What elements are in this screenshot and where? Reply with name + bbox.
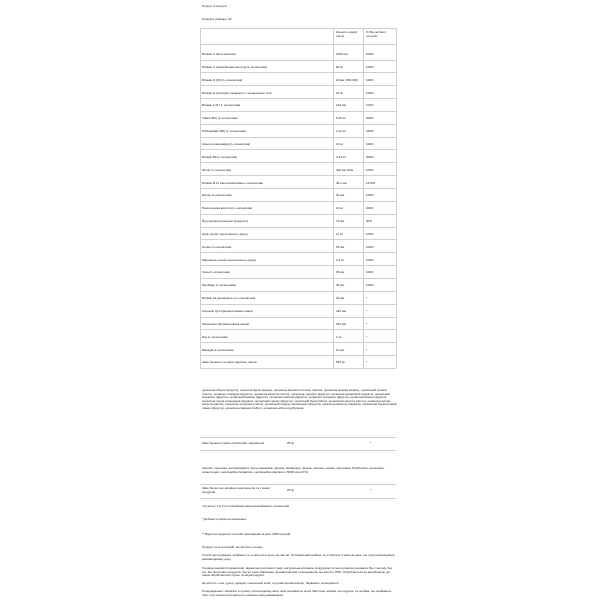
- table-row-name: Ніацин (ніацинамід) (L-селенітова): [202, 141, 251, 146]
- table-row-dv: *: [366, 360, 368, 365]
- row-divider: [200, 201, 396, 202]
- table-row-name: Вітамін С (аскорбінова кислота) (L-селенітова): [202, 64, 267, 69]
- table-row-amount: 10 мг: [336, 206, 344, 211]
- row-divider: [200, 72, 396, 73]
- row-divider: [200, 98, 396, 99]
- column-divider: [333, 28, 334, 368]
- row-divider: [200, 227, 396, 228]
- row-divider: [200, 44, 396, 45]
- table-row-dv: 100%: [366, 283, 374, 288]
- probiotic-row-name: Змiш брокколі суміш пробіотиків і ферментів: [202, 441, 265, 445]
- row-divider: [200, 304, 396, 305]
- column-divider: [200, 28, 201, 368]
- table-row-dv: *: [366, 309, 368, 313]
- table-row-dv: 100%: [366, 193, 374, 198]
- table-row-dv: 100%: [366, 141, 374, 146]
- table-row-dv: 100%: [366, 257, 374, 262]
- table-row-name: Пантотенова кислота (L-селенітова): [202, 206, 253, 211]
- table-row-dv: 100%: [366, 77, 374, 82]
- footnote-undefined-dv: * Добова потреба не визначена.: [202, 517, 247, 521]
- probiotic-row-dv: *: [370, 441, 372, 445]
- note-other-ingredients: Толивна ранкові (гіпромелоза), відновлені рослинні (гуар), натуральна крохмаль (кукурудза) та інші органічні речовини. Без глютену, без сої, без молочних продуктів, без штучних барвників, ароматизаторів і консервантів. Не містить ГМО. Обробляється на виробництві, де також обробляються горіхи та морепродукти.: [202, 566, 393, 578]
- table-row-name: Цинк (хелат нерозчинного цинку): [202, 231, 248, 236]
- table-row-name: Рибофлавін (В2) (L-селенітова): [202, 129, 246, 134]
- table-row-dv: 100%: [366, 244, 374, 249]
- table-row-dv: 200%: [366, 154, 374, 159]
- row-divider: [200, 149, 396, 150]
- table-row-name: Фолат (L-селенітова): [202, 167, 232, 172]
- table-row-dv: 200%: [366, 206, 374, 211]
- row-divider: [200, 355, 396, 356]
- table-row-amount: 3.13 мг: [336, 129, 346, 134]
- table-row-amount: 1 мг: [336, 334, 342, 339]
- column-divider: [363, 28, 364, 368]
- note-does-not-contain: Не містить: сою, цукор, дріжджі, пшеничний клей, штучний ароматизатор, барвники і консерванти.: [202, 581, 340, 585]
- row-divider: [200, 291, 396, 292]
- table-row-name: Вітамін К2 (менахінон -4 L-селенітова): [202, 296, 256, 301]
- table-row-name: Змiш брокколі та суміш фруктів і овочів: [202, 360, 257, 365]
- table-row-name: Марганець (хелат нерозчинного цинку): [202, 257, 257, 262]
- table-row-amount: 545 мг: [336, 360, 345, 365]
- table-row-amount: 16 мг: [336, 141, 344, 146]
- row-divider: [200, 329, 396, 330]
- column-header-daily-value: % Від добової потреби: [366, 30, 386, 38]
- row-divider: [200, 111, 396, 112]
- table-row-amount: 11 мг: [336, 231, 344, 236]
- table-row-name: Вітамін К (К1 її, селенітова): [202, 103, 241, 108]
- complex-row-amount: 25 мг: [287, 488, 295, 492]
- row-divider: [200, 175, 396, 176]
- table-row-amount: 250 мкг: [336, 321, 347, 326]
- row-divider: [200, 342, 396, 343]
- row-divider: [200, 214, 396, 215]
- table-row-name: Ванадій (L-селенітова): [202, 347, 234, 352]
- row-divider: [200, 484, 396, 485]
- table-row-dv: 100%: [366, 270, 374, 275]
- serving-size: Порція: 4 капсули: [202, 4, 227, 8]
- row-divider: [200, 137, 396, 138]
- column-divider: [396, 28, 397, 368]
- table-row-dv: 240%: [366, 129, 374, 134]
- table-row-amount: 25 мкг: [336, 296, 345, 301]
- footnote-calorie-basis: ** Відсоток щоденної потреби заснований на дієті 2000 калорій: [202, 532, 291, 536]
- probiotic-ingredients-paragraph: Амилаз, протеаза, антиоксиданти, бета-глюканаза, ціклаза, бромелаїн, фітаза, лактаза, папаїн, пектиназа. Пробіотики: колоніоїди, галактозиди, Lactobacillus bulgaricus, Lactobacillus plantarum (5000 млн КУО).: [202, 466, 385, 474]
- row-divider: [200, 278, 396, 279]
- row-divider: [200, 28, 396, 29]
- table-row-amount: 10 мкг: [336, 347, 345, 352]
- row-divider: [200, 498, 396, 499]
- servings-per-container: Порцій в упаковці: 30: [202, 17, 232, 21]
- table-row-amount: 425 мкг: [336, 309, 347, 313]
- table-row-name: Вітамін В6 (L-селенітова): [202, 154, 238, 159]
- row-divider: [200, 60, 396, 61]
- table-row-amount: 400 мкг DFE: [336, 167, 354, 172]
- table-row-name: Вітамін В-12 (метилкобаламін L-селенітова): [202, 180, 264, 185]
- row-divider: [200, 188, 396, 189]
- note-warnings: Попередження: зберігати в сухому, прохолодному місці поза досяжністю дітей. Вагітним, жінкам, що годують, та особам, що приймають ліки, слід проконсультуватися з лікарем перед вживанням.: [202, 589, 392, 597]
- row-divider: [200, 437, 396, 438]
- table-row-dv: 100%: [366, 103, 374, 108]
- complex-row-dv: *: [370, 488, 372, 492]
- row-divider: [200, 252, 396, 253]
- table-row-amount: 6.25 мг: [336, 116, 346, 121]
- row-divider: [200, 162, 396, 163]
- table-row-name: Коензим Q10 (ферментована окара): [202, 309, 253, 313]
- table-row-dv: 100%: [366, 64, 374, 69]
- note-product-info: Продукт не для ін'єкцій. Не містить глютену.: [202, 545, 264, 549]
- row-divider: [200, 85, 396, 86]
- note-directions: Спосіб застосування: приймати по 4 капсули в день під час їжі. Оптимальний прийом: по 2 капсули 2 рази на день. Не слід перевищувати рекомендовану дозу.: [202, 553, 395, 561]
- table-row-dv: 100%: [366, 231, 374, 236]
- table-row-name: Молібден (L-селенітова): [202, 283, 236, 288]
- probiotic-row-amount: 25 мг: [287, 441, 295, 445]
- table-row-dv: 520%: [366, 116, 374, 121]
- table-row-dv: *: [366, 296, 368, 301]
- table-row-amount: 15 мг: [336, 90, 344, 95]
- table-row-amount: 75 мкг: [336, 219, 345, 224]
- table-row-name: Селен (L-селенітова): [202, 244, 232, 249]
- table-row-dv: 100%: [366, 167, 374, 172]
- table-row-amount: 55 мкг: [336, 244, 345, 249]
- table-row-name: Вітамін Е (d-альфа-токоферол з ненасиченої олії): [202, 90, 272, 95]
- table-row-amount: 49.1 мкг: [336, 180, 348, 185]
- table-row-name: Вітамін D (D3) (L-селенітова): [202, 77, 243, 82]
- table-row-name: Тіамін (В1) (L-селенітова): [202, 116, 238, 121]
- table-row-dv: *: [366, 334, 368, 339]
- blend-ingredients-paragraph: органічна яблуко (фрукти), органічні буряк (корінь), органічна брокколі (стебло і квітки), органічна морква (корінь), органічний шпинат (листя), органічні помідори (фрукти), органічна капуста (листя), органічна чорниця (фрукти), органічна журавлина (фрукти), органічний апельсин (фрукти), органічний ананас (фрукти), органічна малина (фрукти), органічна полуниця (фрукти), органічна вишня (фрукти), органічна чорна смородина (фрукти), органічний гранат (фрукти), органічний бузок (квіти), органічний капуста (листя), органічна цвітна капуста (квітки), органічна петрушка (листя), органічний перець халапеньйо (фрукти), органічна квасоля (насіння), органічний бурштиновий лимон (фрукти), органічна спаржа (стебло), органічна цибуля (цибулина): [202, 388, 397, 410]
- table-row-amount: 120 мкг: [336, 103, 347, 108]
- column-header-amount: Кількість однієї порції: [336, 30, 358, 38]
- table-row-dv: 100%: [366, 52, 374, 56]
- complex-row-name: Змiш біологічно активних компонентів та з інших продуктів: [202, 486, 270, 494]
- table-row-amount: 90 мг: [336, 64, 344, 69]
- table-row-name: Йод (органічні морські водорості): [202, 219, 249, 224]
- row-divider: [200, 450, 396, 451]
- row-divider: [200, 265, 396, 266]
- row-divider: [200, 239, 396, 240]
- table-row-dv: 50%: [366, 219, 373, 224]
- table-row-amount: 30 мкг: [336, 193, 345, 198]
- row-divider: [200, 317, 396, 318]
- table-row-amount: 35 мкг: [336, 270, 345, 275]
- table-row-amount: 2.3 мг: [336, 257, 345, 262]
- table-row-name: Хром (L-селенітова): [202, 270, 230, 275]
- row-divider: [200, 368, 396, 369]
- table-row-name: Біотин (L-селенітова): [202, 193, 232, 198]
- table-row-name: Лікопеноїн (ферментована окара): [202, 321, 250, 326]
- table-row-dv: 1670%: [366, 180, 376, 185]
- complex-ingredients-paragraph: глутатіон і 2,3,2 (оптимізована мікроорганізмами) L-селенітова: [202, 504, 290, 508]
- table-row-amount: 1000 мкг: [336, 52, 348, 56]
- table-row-dv: 100%: [366, 90, 374, 95]
- table-row-dv: *: [366, 321, 368, 326]
- table-row-name: Бор (L-селенітова): [202, 334, 228, 339]
- table-row-dv: *: [366, 347, 368, 352]
- table-row-name: Вітамін А (бета-каротин): [202, 52, 237, 56]
- row-divider: [200, 124, 396, 125]
- table-row-amount: 20 мкг (800 МО): [336, 77, 359, 82]
- table-row-amount: 45 мкг: [336, 283, 345, 288]
- table-row-amount: 3.44 мг: [336, 154, 346, 159]
